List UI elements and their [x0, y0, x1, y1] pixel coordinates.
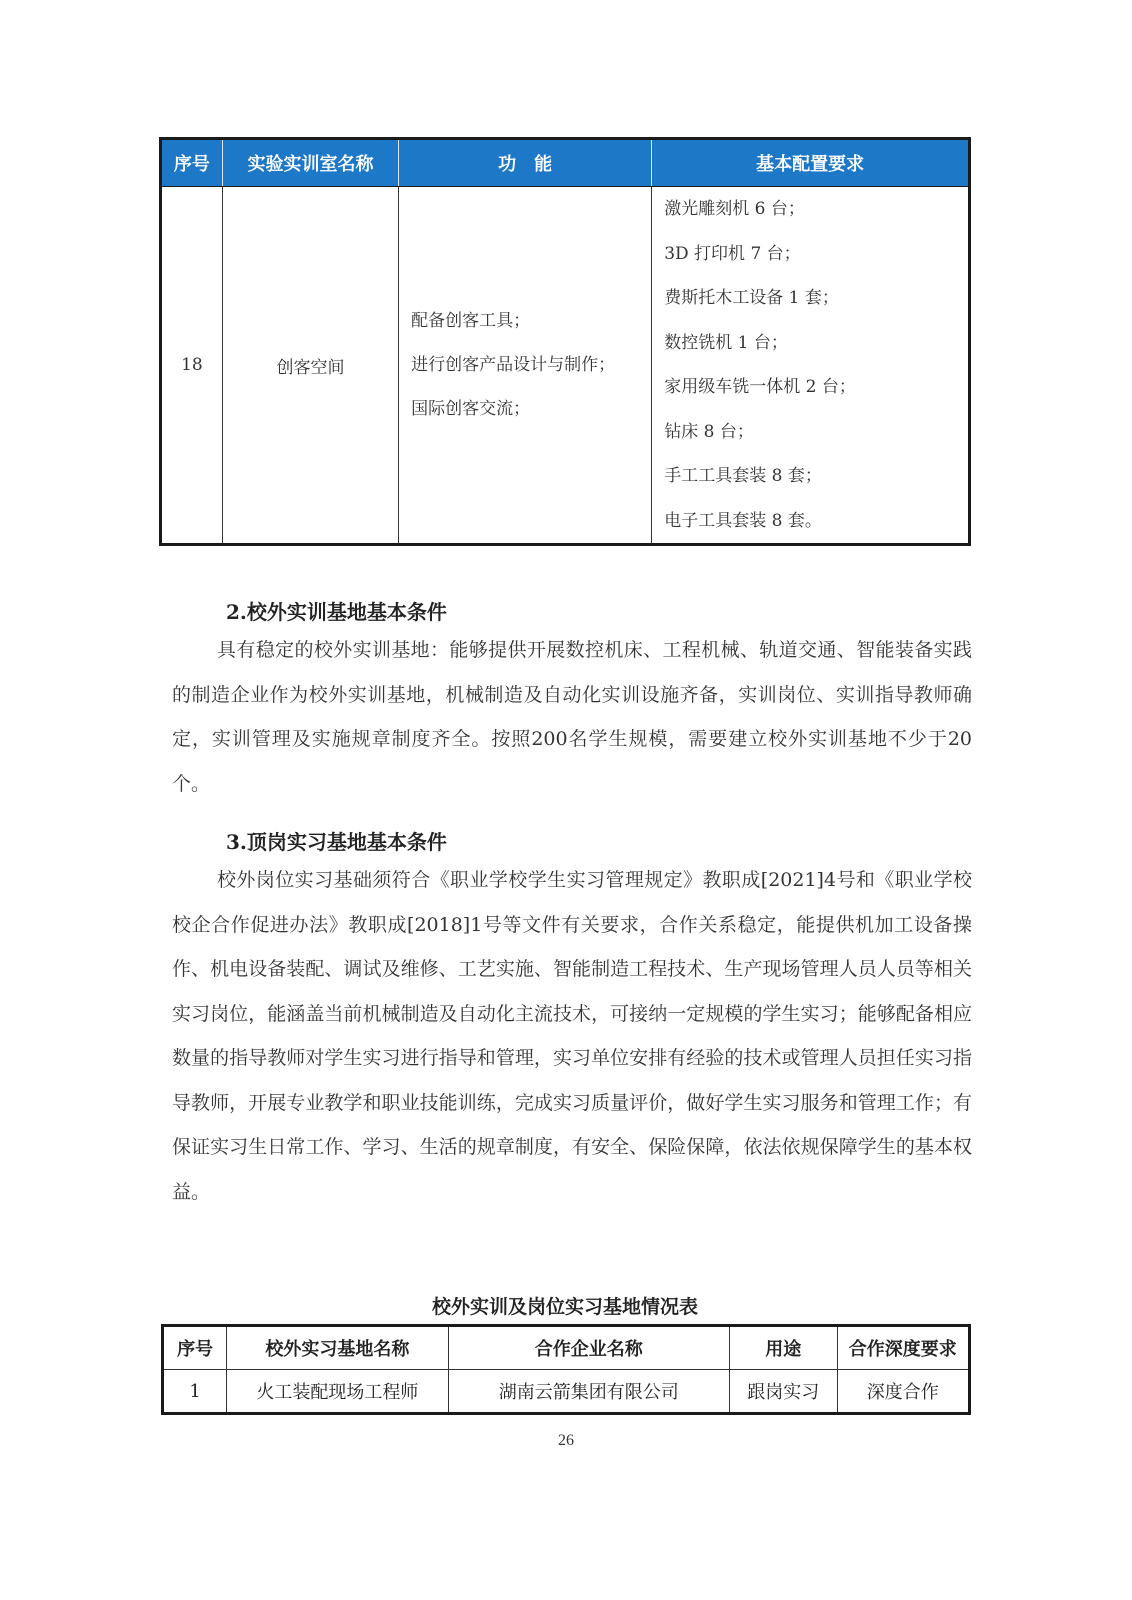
config-item: 钻床 8 台； — [664, 421, 754, 442]
header-number: 序号 — [161, 139, 223, 187]
section-2-heading: 2.校外实训基地基本条件 — [226, 600, 447, 624]
row-room-name: 创客空间 — [222, 187, 398, 545]
config-item: 手工工具套装 8 套； — [664, 466, 822, 486]
lab-config-table — [159, 137, 971, 546]
header-cooperation-depth: 合作深度要求 — [837, 1326, 969, 1370]
table-2-caption: 校外实训及岗位实习基地情况表 — [431, 1296, 698, 1318]
section-2-paragraph: 具有稳定的校外实训基地：能够提供开展数控机床、工程机械、轨道交通、智能装备实践的制造企业作为校外实训基地，机械制造及自动化实训设施齐备，实训岗位、实训指导教师确定，实训管理及实施规章制度齐全。按照200名学生规模，需要建立校外实训基地不少于20个。 — [172, 639, 972, 795]
function-item: 配备创客工具； — [411, 311, 531, 331]
config-item: 数控铣机 1 台； — [664, 332, 788, 353]
header-purpose: 用途 — [729, 1326, 837, 1370]
header-company-name: 合作企业名称 — [448, 1326, 729, 1370]
table-header-row — [161, 139, 970, 187]
table-row — [163, 1370, 970, 1414]
header-base-name: 校外实习基地名称 — [227, 1326, 448, 1370]
cell-base-name: 火工装配现场工程师 — [227, 1370, 448, 1414]
header-function: 功 能 — [399, 139, 652, 187]
config-item: 3D 打印机 7 台； — [664, 243, 801, 264]
header-room-name: 实验实训室名称 — [222, 139, 398, 187]
external-base-table — [161, 1324, 971, 1415]
row-config — [652, 187, 970, 545]
config-item: 激光雕刻机 6 台； — [664, 199, 805, 219]
header-config: 基本配置要求 — [652, 139, 970, 187]
row-functions — [399, 187, 652, 545]
cell-company-name: 湖南云箭集团有限公司 — [448, 1370, 729, 1414]
config-item: 家用级车铣一体机 2 台； — [664, 377, 856, 397]
function-item: 国际创客交流； — [411, 399, 531, 419]
section-3-heading: 3.顶岗实习基地基本条件 — [226, 830, 447, 854]
config-item: 电子工具套装 8 套。 — [664, 510, 822, 531]
config-item: 费斯托木工设备 1 套； — [664, 288, 839, 308]
cell-purpose: 跟岗实习 — [729, 1370, 837, 1414]
section-3-paragraph: 校外岗位实习基础须符合《职业学校学生实习管理规定》教职成[2021]4号和《职业学校校企合作促进办法》教职成[2018]1号等文件有关要求，合作关系稳定，能提供机加工设备操作、机电设备装配、调试及维修、工艺实施、智能制造工程技术、生产现场管理人员人员等相关实习岗位，能涵盖当前机械制造及自动化主流技术，可接纳一定规模的学生实习；能够配备相应数量的指导教师对学生实习进行指导和管理，实习单位安排有经验的技术或管理人员担任实习指导教师，开展专业教学和职业技能训练，完成实习质量评价，做好学生实习服务和管理工作；有保证实习生日常工作、学习、生活的规章制度，有安全、保险保障，依法依规保障学生的基本权益。 — [172, 869, 972, 1203]
cell-number: 1 — [163, 1370, 227, 1414]
table-header-row — [163, 1326, 970, 1370]
function-item: 进行创客产品设计与制作； — [411, 355, 616, 375]
cell-cooperation-depth: 深度合作 — [837, 1370, 969, 1414]
page-number: 26 — [558, 1432, 574, 1449]
header-number: 序号 — [163, 1326, 227, 1370]
row-number: 18 — [161, 187, 223, 545]
table-row — [161, 187, 970, 545]
